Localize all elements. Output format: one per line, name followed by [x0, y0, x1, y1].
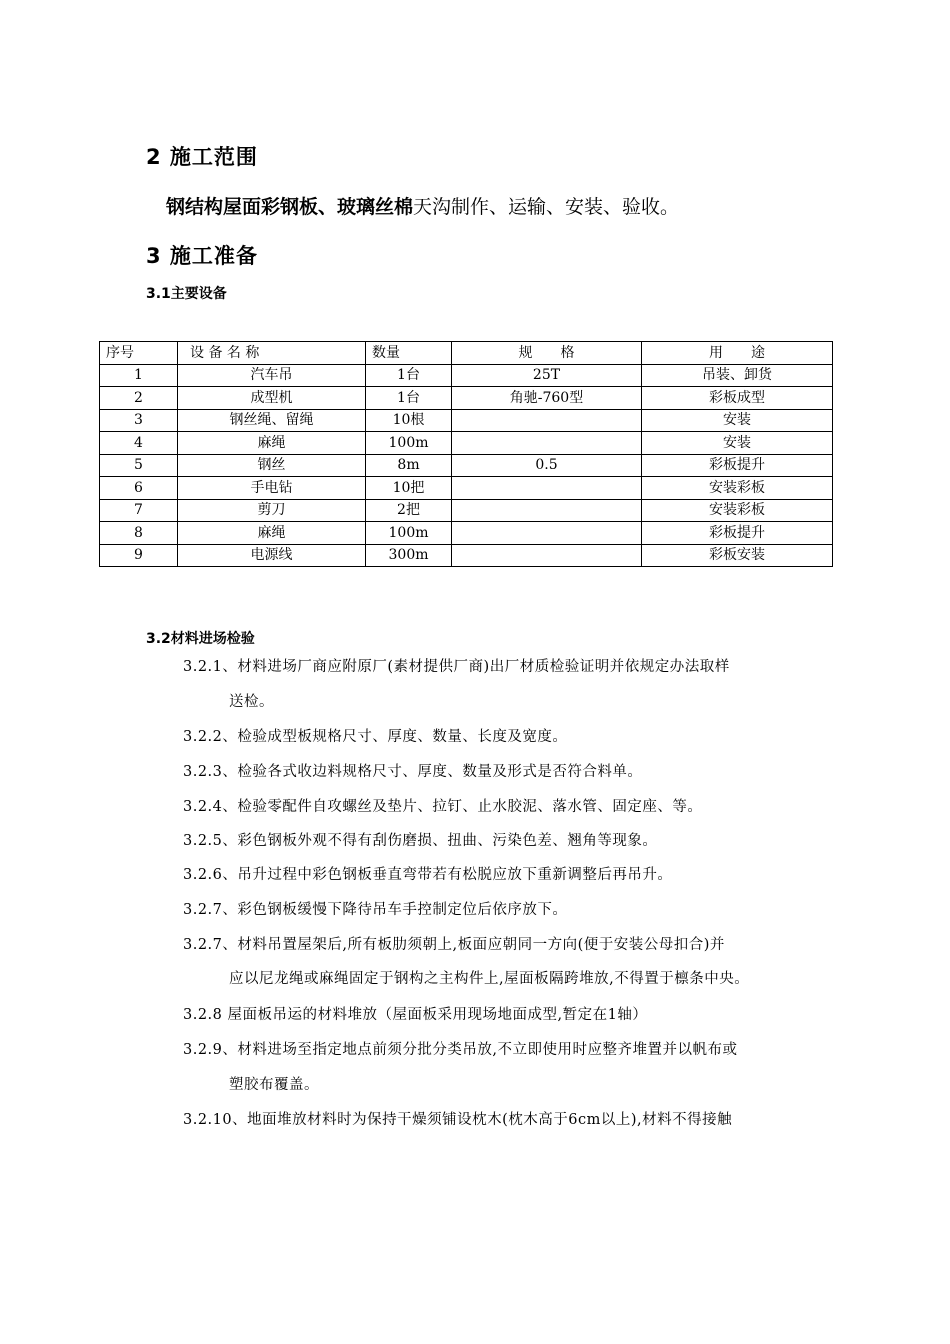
table-cell: 彩板成型: [642, 387, 833, 410]
table-cell: [452, 499, 642, 522]
inspection-item: 3.2.10、地面堆放材料时为保持干燥须铺设枕木(枕木高于6cm以上),材料不得接触: [183, 1112, 733, 1128]
table-cell: 手电钻: [178, 477, 366, 500]
table-cell: 8m: [366, 454, 452, 477]
section-3-title: 3 施工准备: [146, 244, 258, 268]
table-row: [100, 522, 833, 545]
table-cell: 10把: [366, 477, 452, 500]
table-cell: 彩板提升: [642, 522, 833, 545]
inspection-item-continuation: 送检。: [229, 694, 274, 710]
table-cell: 5: [100, 454, 178, 477]
inspection-item-continuation: 塑胶布覆盖。: [229, 1077, 319, 1093]
table-row: [100, 409, 833, 432]
inspection-item: 3.2.6、吊升过程中彩色钢板垂直弯带若有松脱应放下重新调整后再吊升。: [183, 867, 673, 883]
scope-text-bold: 钢结构屋面彩钢板、玻璃丝棉: [166, 196, 414, 218]
table-cell: 0.5: [452, 454, 642, 477]
table-cell: [452, 477, 642, 500]
header-cell: 用 途: [642, 342, 833, 365]
table-row: [100, 432, 833, 455]
equipment-table: [99, 341, 833, 567]
section-2-title: 2 施工范围: [146, 145, 258, 169]
inspection-item: 3.2.2、检验成型板规格尺寸、厚度、数量、长度及宽度。: [183, 729, 568, 745]
table-cell: [452, 522, 642, 545]
table-cell: 9: [100, 544, 178, 567]
table-cell: [452, 432, 642, 455]
table-cell: 角驰-760型: [452, 387, 642, 410]
table-cell: 安装: [642, 432, 833, 455]
table-cell: 彩板提升: [642, 454, 833, 477]
table-cell: 麻绳: [178, 522, 366, 545]
table-row: [100, 499, 833, 522]
table-cell: 麻绳: [178, 432, 366, 455]
table-row: [100, 477, 833, 500]
inspection-item: 3.2.7、材料吊置屋架后,所有板肋须朝上,板面应朝同一方向(便于安装公母扣合)并: [183, 937, 725, 953]
inspection-item: 3.2.3、检验各式收边料规格尺寸、厚度、数量及形式是否符合料单。: [183, 764, 643, 780]
table-cell: 安装: [642, 409, 833, 432]
header-cell: 规 格: [452, 342, 642, 365]
inspection-item: 3.2.9、材料进场至指定地点前须分批分类吊放,不立即使用时应整齐堆置并以帆布或: [183, 1042, 738, 1058]
table-cell: 成型机: [178, 387, 366, 410]
table-cell: 10根: [366, 409, 452, 432]
scope-text-rest: 天沟制作、运输、安装、验收。: [413, 196, 680, 218]
table-row: [100, 364, 833, 387]
table-header-row: [100, 342, 833, 365]
scope-text: [166, 192, 679, 219]
table-cell: 吊装、卸货: [642, 364, 833, 387]
inspection-item: 3.2.5、彩色钢板外观不得有刮伤磨损、扭曲、污染色差、翘角等现象。: [183, 833, 658, 849]
header-cell: 序号: [100, 342, 178, 365]
table-cell: 1: [100, 364, 178, 387]
table-cell: 1台: [366, 364, 452, 387]
table-cell: 3: [100, 409, 178, 432]
table-cell: 7: [100, 499, 178, 522]
table-cell: 2: [100, 387, 178, 410]
table-cell: 剪刀: [178, 499, 366, 522]
inspection-item: 3.2.1、材料进场厂商应附原厂(素材提供厂商)出厂材质检验证明并依规定办法取样: [183, 659, 730, 675]
table-cell: 1台: [366, 387, 452, 410]
table-cell: 4: [100, 432, 178, 455]
table-cell: 彩板安装: [642, 544, 833, 567]
table-cell: 300m: [366, 544, 452, 567]
header-cell: 数量: [366, 342, 452, 365]
inspection-item: 3.2.8 屋面板吊运的材料堆放（屋面板采用现场地面成型,暂定在1轴）: [183, 1007, 648, 1023]
header-cell: 设 备 名 称: [178, 342, 366, 365]
inspection-item: 3.2.4、检验零配件自攻螺丝及垫片、拉钉、止水胶泥、落水管、固定座、等。: [183, 799, 703, 815]
equipment-title: 3.1主要设备: [146, 286, 227, 302]
table-cell: [452, 409, 642, 432]
table-row: [100, 387, 833, 410]
table-row: [100, 454, 833, 477]
table-cell: 安装彩板: [642, 477, 833, 500]
inspection-item-continuation: 应以尼龙绳或麻绳固定于钢构之主构件上,屋面板隔跨堆放,不得置于檩条中央。: [229, 971, 750, 987]
table-cell: 6: [100, 477, 178, 500]
table-cell: 钢丝绳、留绳: [178, 409, 366, 432]
table-cell: [452, 544, 642, 567]
table-cell: 8: [100, 522, 178, 545]
table-cell: 安装彩板: [642, 499, 833, 522]
inspection-item: 3.2.7、彩色钢板缓慢下降待吊车手控制定位后依序放下。: [183, 902, 568, 918]
table-cell: 2把: [366, 499, 452, 522]
table-cell: 电源线: [178, 544, 366, 567]
table-cell: 100m: [366, 432, 452, 455]
table-cell: 100m: [366, 522, 452, 545]
table-cell: 钢丝: [178, 454, 366, 477]
table-row: [100, 544, 833, 567]
table-cell: 汽车吊: [178, 364, 366, 387]
table-cell: 25T: [452, 364, 642, 387]
inspection-title: 3.2材料进场检验: [146, 631, 255, 647]
